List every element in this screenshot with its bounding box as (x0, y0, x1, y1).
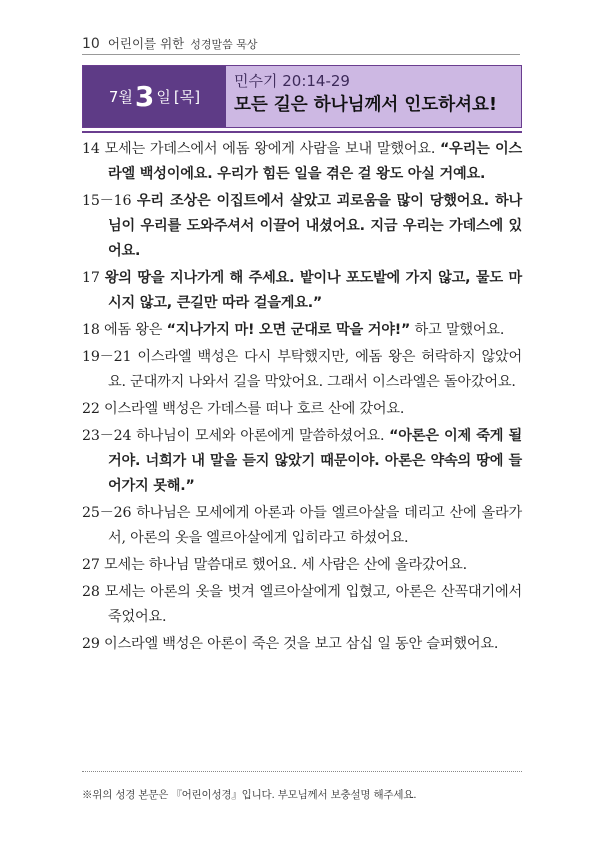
verse-item (82, 424, 522, 499)
verse-text: 이스라엘 백성은 아론이 죽은 것을 보고 삼십 일 동안 슬퍼했어요. (103, 636, 499, 652)
verse-item (82, 318, 522, 343)
verse-number: 27 (82, 557, 100, 573)
verse-quote: “우리는 이스라엘 백성이에요. 우리가 힘든 일을 겪은 걸 왕도 아실 거예요. (108, 141, 522, 182)
verse-item (82, 632, 522, 657)
verse-item (82, 189, 522, 264)
verse-number: 19－21 (82, 349, 132, 365)
verse-item (82, 266, 522, 316)
verse-text: 하나님이 모세와 아론에게 말씀하셨어요. (136, 428, 385, 444)
passage-title: 모든 길은 하나님께서 인도하셔요! (234, 95, 497, 115)
date-label (83, 66, 226, 127)
verse-number: 18 (82, 322, 100, 338)
verse-number: 28 (82, 584, 100, 600)
verse-number: 15－16 (82, 193, 132, 209)
date-day: 3 (134, 79, 155, 113)
verse-item (82, 397, 522, 422)
verse-text-after: 하고 말했어요. (414, 322, 505, 338)
verse-text: 모세는 아론의 옷을 벗겨 엘르아살에게 입혔고, 아론은 산꼭대기에서 죽었어요. (104, 584, 523, 625)
verse-number: 17 (82, 270, 100, 286)
verse-item (82, 501, 522, 551)
verse-number: 14 (82, 141, 100, 157)
title-rule (82, 131, 522, 133)
verse-number: 29 (82, 636, 100, 652)
verse-item (82, 345, 522, 395)
footnote-divider (82, 771, 522, 772)
running-header (82, 34, 258, 52)
verse-list (82, 137, 522, 659)
verse-number: 25－26 (82, 505, 132, 521)
verse-number: 23－24 (82, 428, 132, 444)
verse-number: 22 (82, 401, 100, 417)
date-month: 7월 (108, 88, 133, 106)
passage-reference: 민수기 20:14-29 (234, 72, 350, 90)
header-rule (82, 54, 520, 55)
verse-text: 이스라엘 백성은 가데스를 떠나 호르 산에 갔어요. (103, 401, 405, 417)
verse-text: 모세는 가데스에서 에돔 왕에게 사람을 보내 말했어요. (104, 141, 436, 157)
verse-quote: 우리 조상은 이집트에서 살았고 괴로움을 많이 당했어요. 하나님이 우리를 도와주셔서 이끌어 내셨어요. 지금 우리는 가데스에 있어요. (108, 193, 522, 259)
verse-quote: 왕의 땅을 지나가게 해 주세요. 밭이나 포도밭에 가지 않고, 물도 마시지 않고, 큰길만 따라 걸을게요.” (104, 270, 522, 311)
verse-text: 하나님은 모세에게 아론과 아들 엘르아살을 데리고 산에 올라가서, 아론의 옷을 엘르아살에게 입히라고 하셨어요. (108, 505, 522, 546)
date-weekday: [목] (173, 88, 201, 106)
verse-item (82, 553, 522, 578)
footnote: ※위의 성경 본문은 『어린이성경』입니다. 부모님께서 보충설명 해주세요. (82, 789, 417, 801)
verse-quote: “지나가지 마! 오면 군대로 막을 거야!” (166, 322, 411, 338)
verse-text: 이스라엘 백성은 다시 부탁했지만, 에돔 왕은 허락하지 않았어요. 군대까지 나와서 길을 막았어요. 그래서 이스라엘은 돌아갔어요. (108, 349, 523, 390)
verse-text: 모세는 하나님 말씀대로 했어요. 세 사람은 산에 올라갔어요. (103, 557, 467, 573)
verse-quote: “아론은 이제 죽게 될 거야. 너희가 내 말을 듣지 않았기 때문이야. 아론은 약속의 땅에 들어가지 못해.” (108, 428, 523, 494)
verse-text: 에돔 왕은 (103, 322, 163, 338)
passage-heading (226, 66, 521, 127)
page-number: 10 (82, 36, 100, 52)
book-prefix: 어린이를 위한 (107, 36, 185, 51)
verse-item (82, 580, 522, 630)
book-suffix: 성경말씀 묵상 (190, 38, 258, 51)
verse-item (82, 137, 522, 187)
title-box (82, 65, 522, 128)
date-suffix: 일 (156, 88, 171, 106)
